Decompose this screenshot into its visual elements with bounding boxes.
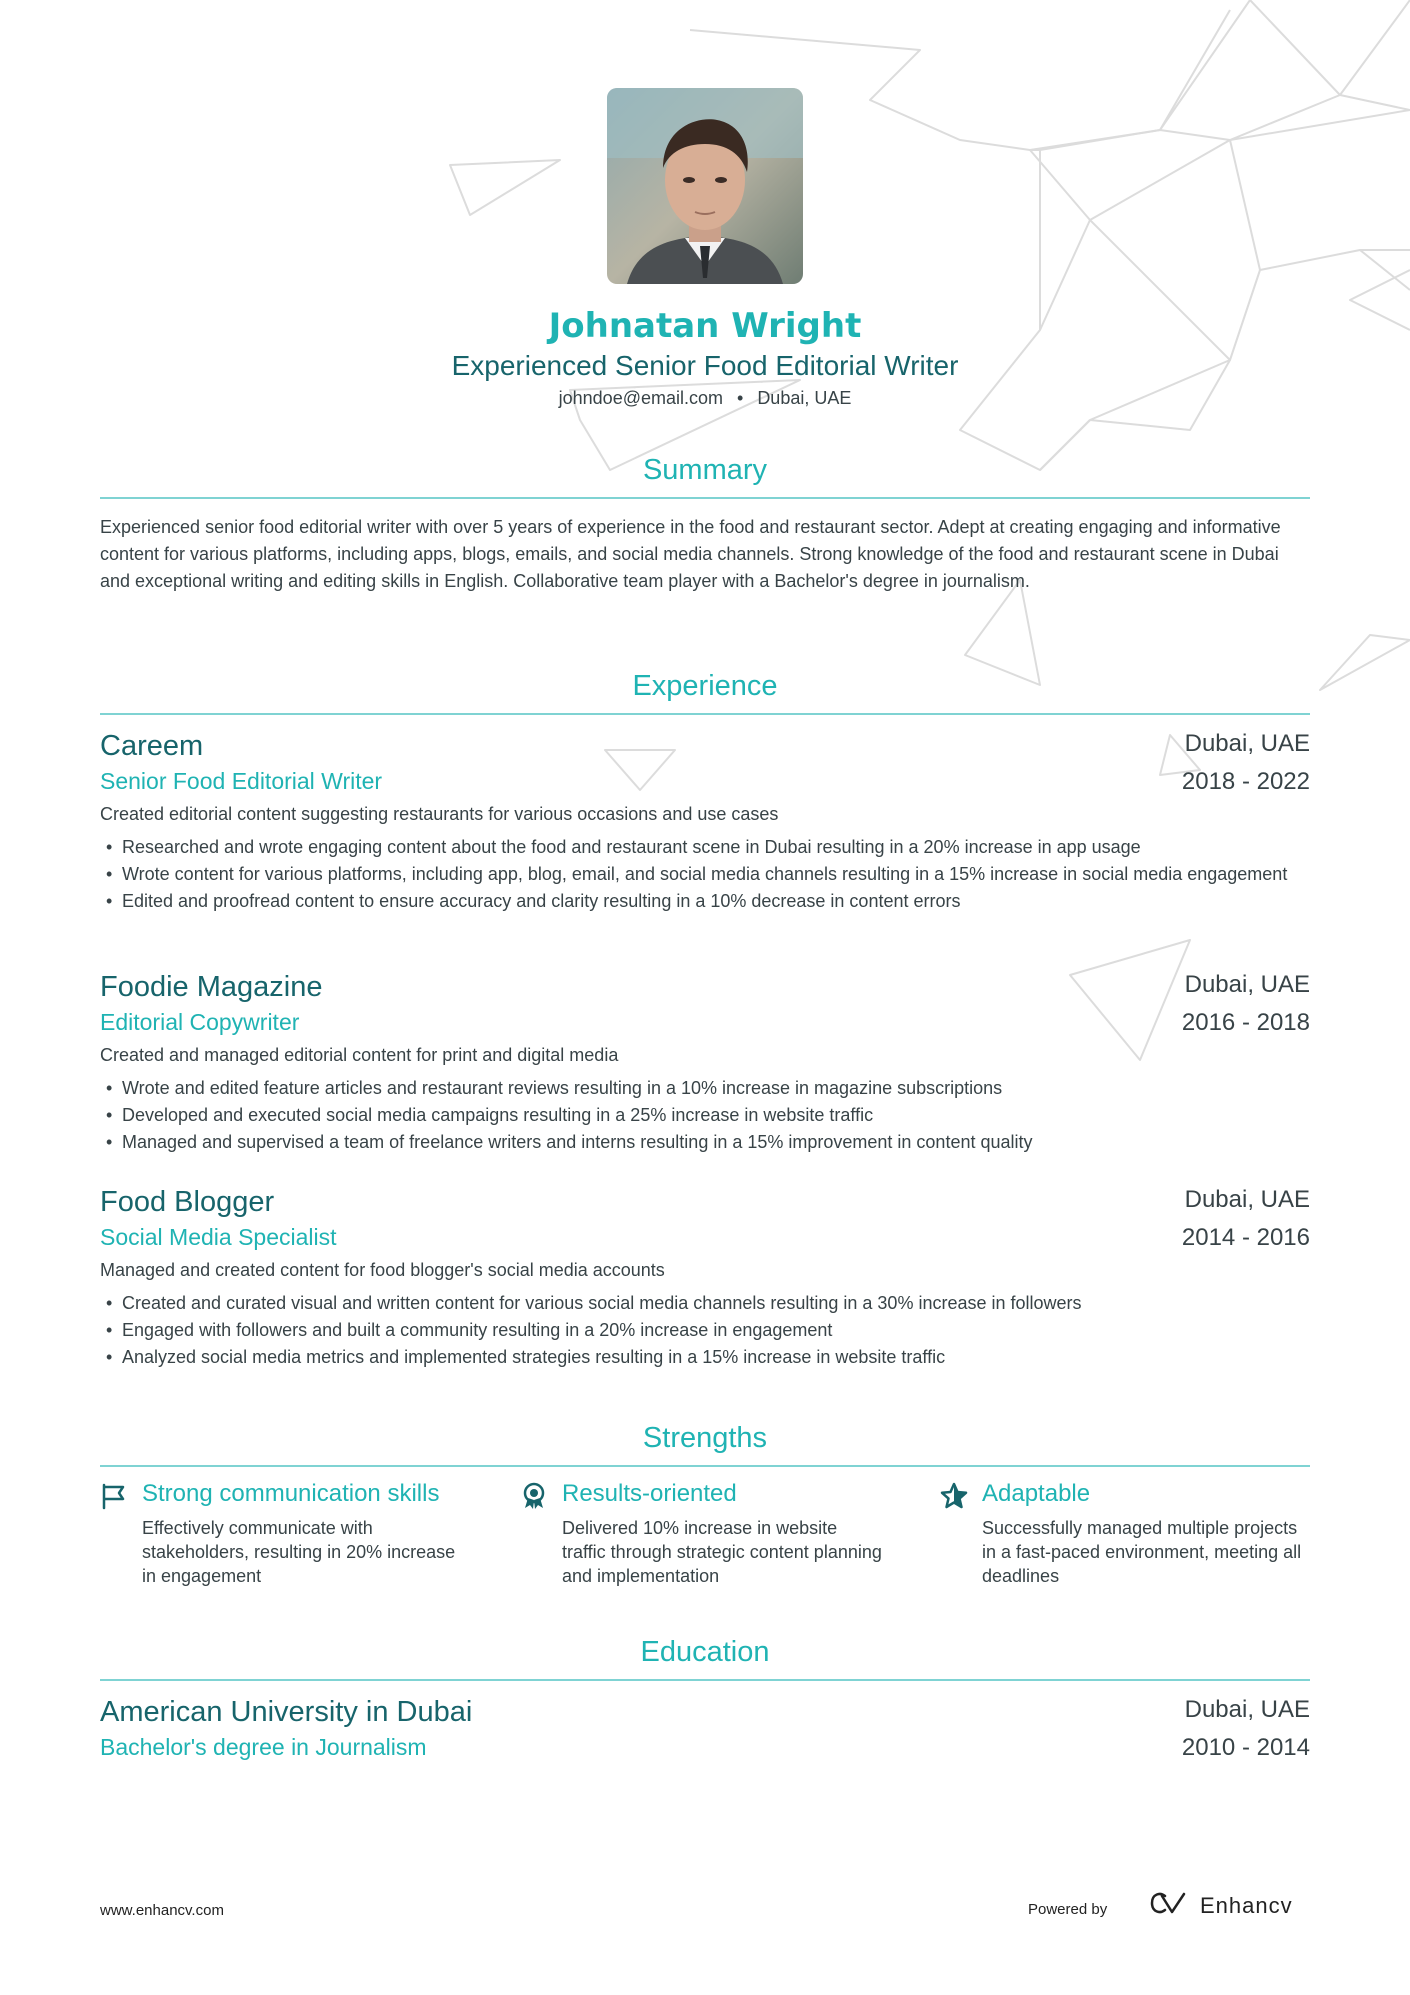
candidate-name: Johnatan Wright	[548, 306, 862, 346]
award-icon	[520, 1482, 548, 1510]
job-description: Created editorial content suggesting restaurants for various occasions and use cases	[100, 804, 779, 824]
footer-website-link[interactable]: www.enhancv.com	[100, 1902, 224, 1919]
job-description: Managed and created content for food blogger's social media accounts	[100, 1260, 665, 1280]
job-title: Social Media Specialist	[100, 1224, 337, 1250]
job-dates: 2014 - 2016	[1181, 1224, 1310, 1251]
company-name: Careem	[100, 730, 204, 762]
list-item	[100, 1129, 1310, 1156]
contact-line	[100, 388, 1310, 409]
achievement-text: Created and curated visual and written content for various social media channels resulting in a 30% increase in followers	[122, 1293, 1082, 1313]
strength-title: Results-oriented	[562, 1480, 737, 1507]
section-title-experience: Experience	[632, 670, 778, 702]
job-location: Dubai, UAE	[1184, 730, 1310, 757]
strength-title: Adaptable	[982, 1480, 1091, 1507]
email-link[interactable]: johndoe@email.com	[558, 388, 723, 408]
bullet-icon: •	[106, 1105, 113, 1125]
section-divider	[100, 1679, 1310, 1681]
job-title: Editorial Copywriter	[100, 1009, 300, 1035]
profile-photo	[607, 88, 803, 284]
flag-icon	[100, 1482, 128, 1510]
contact-separator: •	[737, 388, 744, 408]
summary-text: Experienced senior food editorial writer with over 5 years of experience in the food and restaurant sector. Adept at creating engaging and informative content for various platforms, including apps, blogs, emails, and social media channels. Strong knowledge of the food and restaurant scene in Dubai and exceptional writing and editing skills in English. Collaborative team player with a Bachelor's degree in journalism.	[100, 517, 1281, 591]
avatar	[607, 88, 803, 284]
achievement-text: Wrote content for various platforms, including app, blog, email, and social media channels resulting in a 15% increase in social media engagement	[122, 864, 1288, 884]
list-item	[100, 834, 1310, 861]
achievement-text: Edited and proofread content to ensure accuracy and clarity resulting in a 10% decrease in content errors	[122, 891, 961, 911]
list-item	[100, 888, 1310, 915]
achievement-list	[100, 834, 1310, 915]
bullet-icon: •	[106, 1078, 113, 1098]
section-title-strengths: Strengths	[642, 1422, 768, 1454]
strength-description: Effectively communicate with stakeholders, resulting in 20% increase in engagement	[142, 1518, 456, 1586]
job-title: Senior Food Editorial Writer	[100, 768, 383, 794]
list-item	[100, 1344, 1310, 1371]
achievement-list	[100, 1075, 1310, 1156]
enhancv-logo-icon	[1148, 1890, 1188, 1916]
achievement-text: Engaged with followers and built a community resulting in a 20% increase in engagement	[122, 1320, 833, 1340]
strength-description: Delivered 10% increase in website traffic through strategic content planning and implementation	[562, 1518, 882, 1586]
list-item	[100, 1102, 1310, 1129]
degree-title: Bachelor's degree in Journalism	[100, 1734, 427, 1760]
education-dates: 2010 - 2014	[1181, 1734, 1310, 1761]
bullet-icon: •	[106, 1320, 113, 1340]
section-title-education: Education	[640, 1636, 770, 1668]
list-item	[100, 1290, 1310, 1317]
section-divider	[100, 1465, 1310, 1467]
bullet-icon: •	[106, 864, 113, 884]
achievement-text: Wrote and edited feature articles and restaurant reviews resulting in a 10% increase in magazine subscriptions	[122, 1078, 1003, 1098]
section-title-summary: Summary	[642, 454, 768, 486]
achievement-text: Researched and wrote engaging content about the food and restaurant scene in Dubai resulting in a 20% increase in app usage	[122, 837, 1141, 857]
job-location: Dubai, UAE	[1184, 1186, 1310, 1213]
bullet-icon: •	[106, 1347, 113, 1367]
list-item	[100, 861, 1310, 888]
star-icon	[940, 1482, 968, 1510]
section-divider	[100, 713, 1310, 715]
location-text: Dubai, UAE	[757, 388, 852, 408]
achievement-text: Developed and executed social media campaigns resulting in a 25% increase in website traffic	[122, 1105, 874, 1125]
company-name: Foodie Magazine	[100, 971, 323, 1003]
school-name: American University in Dubai	[100, 1696, 473, 1728]
job-location: Dubai, UAE	[1184, 971, 1310, 998]
company-name: Food Blogger	[100, 1186, 275, 1218]
list-item	[100, 1075, 1310, 1102]
bullet-icon: •	[106, 837, 113, 857]
job-dates: 2018 - 2022	[1181, 768, 1310, 795]
achievement-text: Managed and supervised a team of freelance writers and interns resulting in a 15% improvement in content quality	[122, 1132, 1033, 1152]
bullet-icon: •	[106, 891, 113, 911]
job-description: Created and managed editorial content for print and digital media	[100, 1045, 619, 1065]
enhancv-brand-name: Enhancv	[1200, 1893, 1293, 1918]
achievement-list	[100, 1290, 1310, 1371]
bullet-icon: •	[106, 1132, 113, 1152]
powered-by-label: Powered by	[1028, 1901, 1108, 1918]
list-item	[100, 1317, 1310, 1344]
candidate-headline: Experienced Senior Food Editorial Writer	[451, 350, 959, 381]
section-divider	[100, 497, 1310, 499]
strength-description: Successfully managed multiple projects in a fast-paced environment, meeting all deadlines	[982, 1518, 1302, 1586]
achievement-text: Analyzed social media metrics and implemented strategies resulting in a 15% increase in website traffic	[122, 1347, 946, 1367]
strength-title: Strong communication skills	[142, 1480, 440, 1507]
school-location: Dubai, UAE	[1184, 1696, 1310, 1723]
job-dates: 2016 - 2018	[1181, 1009, 1310, 1036]
bullet-icon: •	[106, 1293, 113, 1313]
